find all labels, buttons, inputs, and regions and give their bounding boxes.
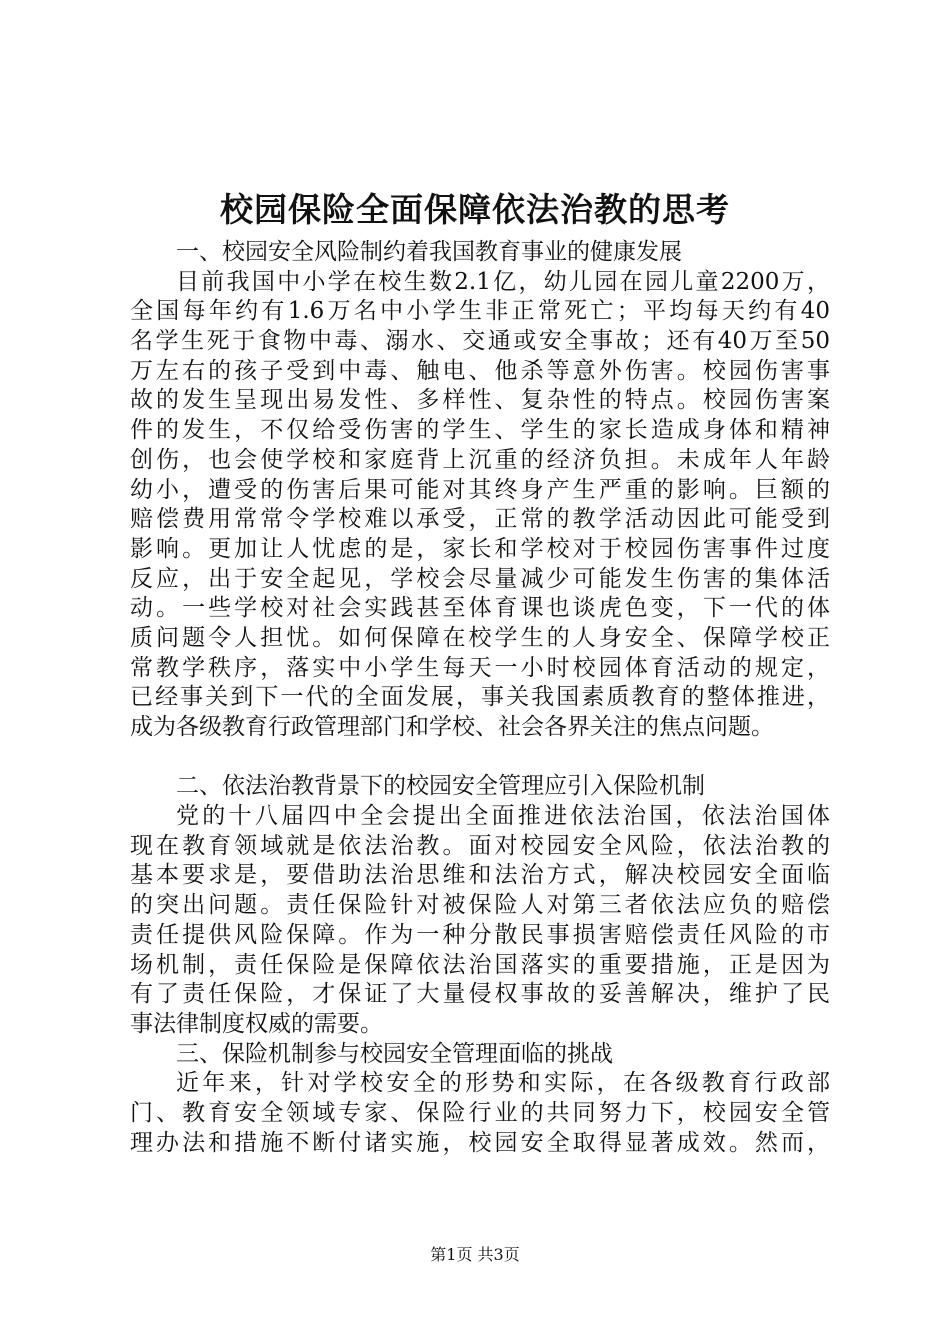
paragraph-line: 幼小，遭受的伤害后果可能对其终身产生严重的影响。巨额的	[130, 476, 830, 503]
paragraph-line: 件的发生，不仅给受伤害的学生、学生的家长造成身体和精神	[130, 417, 830, 444]
paragraph-line: 现在教育领域就是依法治教。面对校园安全风险，依法治教的	[130, 832, 830, 859]
blank-line	[130, 743, 830, 773]
section-heading-1: 一、校园安全风险制约着我国教育事业的健康发展	[176, 239, 682, 265]
paragraph-line: 党的十八届四中全会提出全面推进依法治国，依法治国体	[176, 803, 830, 830]
section-heading-3: 三、保险机制参与校园安全管理面临的挑战	[176, 1040, 613, 1067]
paragraph-line: 理办法和措施不断付诸实施，校园安全取得显著成效。然而，	[130, 1129, 830, 1156]
paragraph-line: 影响。更加让人忧虑的是，家长和学校对于校园伤害事件过度	[130, 535, 830, 562]
paragraph-line: 名学生死于食物中毒、溺水、交通或安全事故；还有40万至50	[130, 328, 830, 355]
paragraph-line: 近年来，针对学校安全的形势和实际，在各级教育行政部	[176, 1070, 830, 1097]
document-body	[130, 238, 830, 1158]
paragraph-line: 场机制，责任保险是保障依法治国落实的重要措施，正是因为	[130, 951, 830, 978]
paragraph-line: 反应，出于安全起见，学校会尽量减少可能发生伤害的集体活	[130, 565, 830, 592]
paragraph-line: 故的发生呈现出易发性、多样性、复杂性的特点。校园伤害案	[130, 387, 830, 414]
paragraph-line: 全国每年约有1.6万名中小学生非正常死亡；平均每天约有40	[130, 298, 830, 325]
paragraph-line: 创伤，也会使学校和家庭背上沉重的经济负担。未成年人年龄	[130, 446, 830, 473]
paragraph-line: 的突出问题。责任保险针对被保险人对第三者依法应负的赔偿	[130, 892, 830, 919]
paragraph-line: 赔偿费用常常令学校难以承受，正常的教学活动因此可能受到	[130, 506, 830, 533]
paragraph-line: 基本要求是，要借助法治思维和法治方式，解决校园安全面临	[130, 862, 830, 889]
paragraph-line: 成为各级教育行政管理部门和学校、社会各界关注的焦点问题。	[130, 714, 774, 740]
paragraph-line: 有了责任保险，才保证了大量侵权事故的妥善解决，维护了民	[130, 981, 830, 1008]
paragraph-line: 已经事关到下一代的全面发展，事关我国素质教育的整体推进，	[130, 684, 830, 711]
paragraph-line: 责任提供风险保障。作为一种分散民事损害赔偿责任风险的市	[130, 921, 830, 948]
section-heading-2: 二、依法治教背景下的校园安全管理应引入保险机制	[176, 773, 705, 800]
document-title: 校园保险全面保障依法治教的思考	[220, 190, 730, 229]
paragraph-line: 目前我国中小学在校生数2.1亿，幼儿园在园儿童2200万，	[176, 268, 830, 295]
paragraph-line: 万左右的孩子受到中毒、触电、他杀等意外伤害。校园伤害事	[130, 357, 830, 384]
paragraph-line: 动。一些学校对社会实践甚至体育课也谈虎色变，下一代的体	[130, 595, 830, 622]
paragraph-line: 质问题令人担忧。如何保障在校学生的人身安全、保障学校正	[130, 624, 830, 651]
paragraph-line: 门、教育安全领域专家、保险行业的共同努力下，校园安全管	[130, 1099, 830, 1126]
page-number: 第1页 共3页	[430, 1245, 520, 1264]
paragraph-line: 事法律制度权威的需要。	[130, 1010, 383, 1037]
paragraph-line: 常教学秩序，落实中小学生每天一小时校园体育活动的规定，	[130, 654, 830, 681]
